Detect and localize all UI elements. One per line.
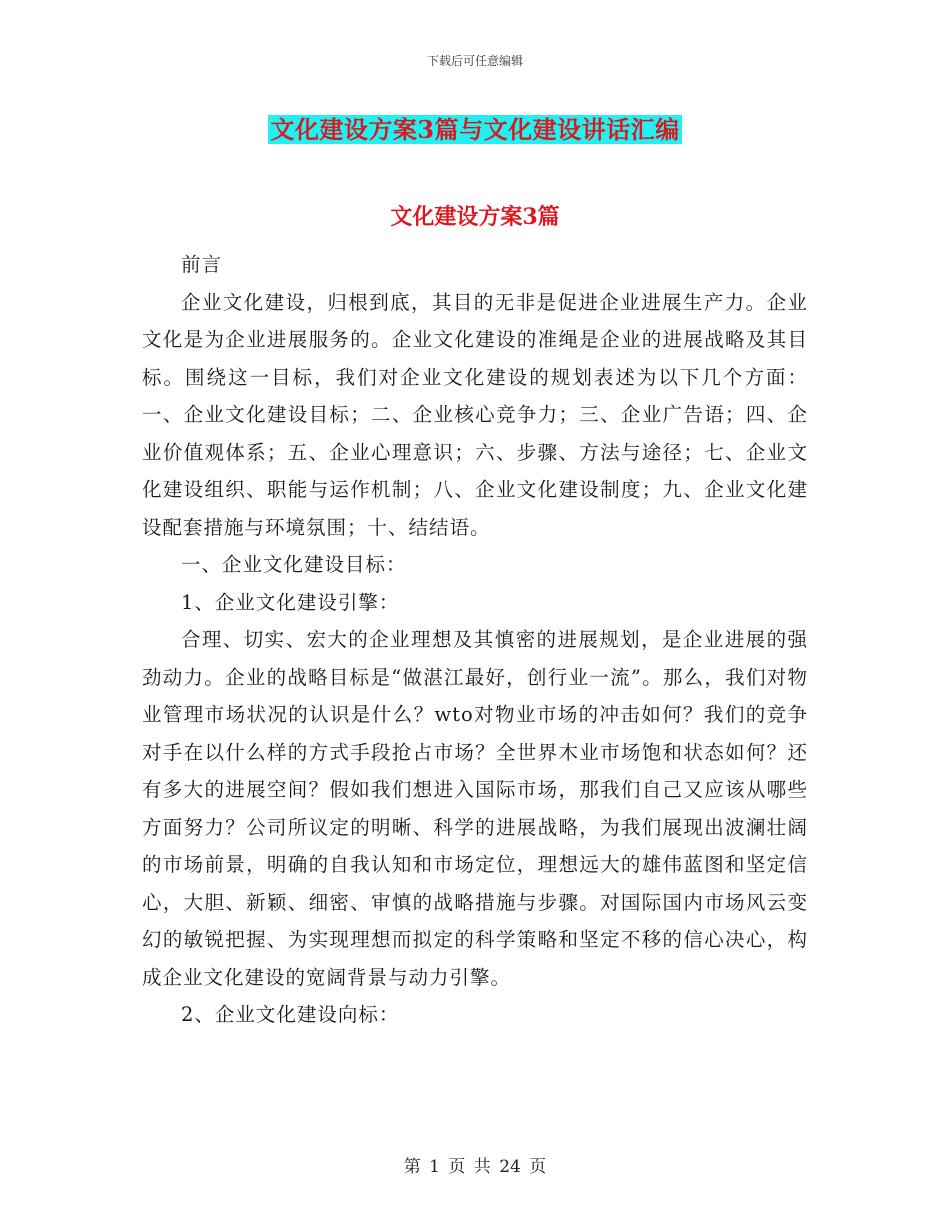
paragraph-intro: 企业文化建设，归根到底，其目的无非是促进企业进展生产力。企业文化是为企业进展服务的。企业文化建设的准绳是企业的进展战略及其目标。围绕这一目标，我们对企业文化建设的规划表述为以下几个方面：一、企业文化建设目标；二、企业核心竞争力；三、企业广告语；四、企业价值观体系；五、企业心理意识；六、步骤、方法与途径；七、企业文化建设组织、职能与运作机制；八、企业文化建设制度；九、企业文化建设配套措施与环境氛围；十、结结语。 (142, 290, 808, 539)
paragraph-engine: 合理、切实、宏大的企业理想及其慎密的进展规划，是企业进展的强劲动力。企业的战略目标是“做湛江最好，创行业一流”。那么，我们对物业管理市场状况的认识是什么？wto对物业市场的冲击如何？我们的竞争对手在以什么样的方式手段抢占市场？全世界木业市场饱和状态如何？还有多大的进展空间？假如我们想进入国际市场，那我们自己又应该从哪些方面努力？公司所议定的明晰、科学的进展战略，为我们展现出波澜壮阔的市场前景，明确的自我认知和市场定位，理想远大的雄伟蓝图和坚定信心，大胆、新颖、细密、审慎的战略措施与步骤。对国际国内市场风云变幻的敏锐把握、为实现理想而拟定的科学策略和坚定不移的信心决心，构成企业文化建设的宽阔背景与动力引擎。 (142, 628, 808, 989)
heading-section-1: 一、企业文化建设目标： (181, 553, 407, 576)
page-header-note: 下载后可任意编辑 (426, 54, 523, 68)
page-number: 第 1 页 共 24 页 (403, 1157, 547, 1177)
heading-subsection-1: 1、企业文化建设引擎： (181, 590, 400, 614)
document-title-text: 文化建设方案3篇与文化建设讲话汇编 (270, 115, 680, 144)
document-body (142, 246, 808, 1034)
section-title: 文化建设方案3篇 (390, 204, 560, 230)
paragraph-preface: 前言 (181, 253, 223, 276)
heading-subsection-2: 2、企业文化建设向标： (181, 1003, 400, 1026)
document-title (0, 114, 950, 146)
